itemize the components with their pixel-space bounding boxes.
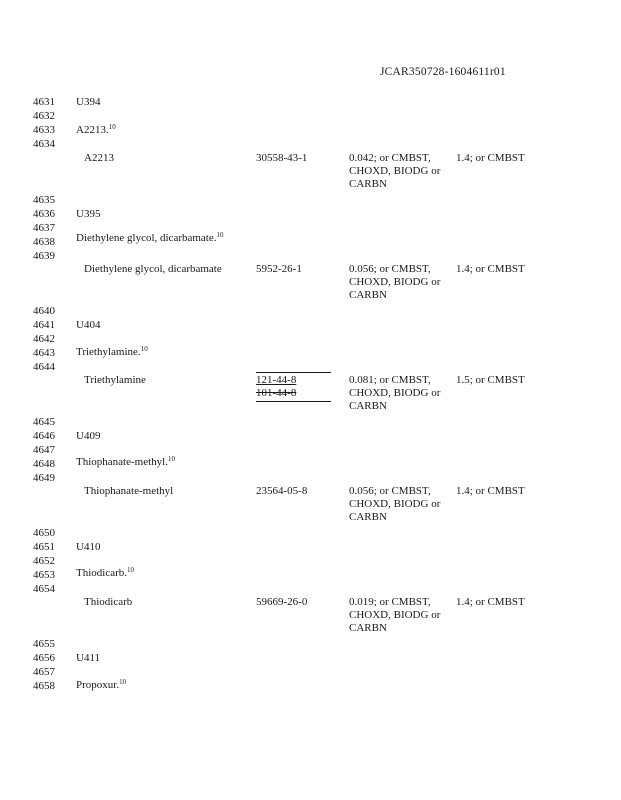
line-number: 4646 <box>33 430 55 442</box>
cas-number-amended <box>256 374 296 400</box>
line-number: 4634 <box>33 138 55 150</box>
waste-code: U394 <box>76 96 101 108</box>
constituent-name: Thiophanate-methyl <box>84 485 174 497</box>
nonwastewater-standard: 1.4; or CMBST <box>456 152 525 164</box>
constituent-heading <box>76 679 126 692</box>
wastewater-standard: 0.056; or CMBST, CHOXD, BIODG or CARBN <box>349 263 441 301</box>
footnote-ref: 10 <box>127 566 135 574</box>
constituent-heading <box>76 456 175 469</box>
line-number: 4642 <box>33 333 55 345</box>
nonwastewater-standard: 1.4; or CMBST <box>456 263 525 275</box>
line-number: 4645 <box>33 416 55 428</box>
line-number: 4640 <box>33 305 55 317</box>
wastewater-standard: 0.042; or CMBST, CHOXD, BIODG or CARBN <box>349 152 441 190</box>
cas-number: 23564-05-8 <box>256 485 308 497</box>
line-number: 4656 <box>33 652 55 664</box>
footnote-ref: 10 <box>216 231 224 239</box>
line-number: 4658 <box>33 680 55 692</box>
footnote-ref: 10 <box>108 123 116 131</box>
heading-text: Thiophanate-methyl. <box>76 456 168 468</box>
line-number: 4641 <box>33 319 55 331</box>
constituent-heading <box>76 232 224 245</box>
line-number: 4638 <box>33 236 55 248</box>
cas-amendment-rule-top <box>256 372 331 373</box>
line-number: 4647 <box>33 444 55 456</box>
cas-number: 30558-43-1 <box>256 152 308 164</box>
line-number: 4655 <box>33 638 55 650</box>
line-number: 4639 <box>33 250 55 262</box>
heading-text: Propoxur. <box>76 679 120 691</box>
constituent-name: Triethylamine <box>84 374 146 386</box>
footnote-ref: 10 <box>119 678 127 686</box>
line-number: 4636 <box>33 208 55 220</box>
footnote-ref: 10 <box>167 455 175 463</box>
line-number: 4637 <box>33 222 55 234</box>
waste-code: U411 <box>76 652 101 664</box>
nonwastewater-standard: 1.4; or CMBST <box>456 596 525 608</box>
constituent-heading <box>76 567 134 580</box>
line-number: 4643 <box>33 347 55 359</box>
line-number: 4633 <box>33 124 55 136</box>
line-number: 4652 <box>33 555 55 567</box>
waste-code: U395 <box>76 208 101 220</box>
document-code: JCAR350728-1604611r01 <box>380 66 506 78</box>
nonwastewater-standard: 1.4; or CMBST <box>456 485 525 497</box>
heading-text: A2213. <box>76 124 109 136</box>
wastewater-standard: 0.081; or CMBST, CHOXD, BIODG or CARBN <box>349 374 441 412</box>
line-number: 4651 <box>33 541 55 553</box>
wastewater-standard: 0.056; or CMBST, CHOXD, BIODG or CARBN <box>349 485 441 523</box>
heading-text: Diethylene glycol, dicarbamate. <box>76 232 217 244</box>
cas-amendment-rule-bottom <box>256 401 331 402</box>
waste-code: U404 <box>76 319 101 331</box>
waste-code: U409 <box>76 430 101 442</box>
nonwastewater-standard: 1.5; or CMBST <box>456 374 525 386</box>
line-number: 4648 <box>33 458 55 470</box>
line-number: 4644 <box>33 361 55 373</box>
line-number: 4649 <box>33 472 55 484</box>
line-number: 4631 <box>33 96 55 108</box>
constituent-heading <box>76 346 148 359</box>
line-number: 4654 <box>33 583 55 595</box>
constituent-name: Thiodicarb <box>84 596 133 608</box>
heading-text: Thiodicarb. <box>76 567 128 579</box>
waste-code: U410 <box>76 541 101 553</box>
footnote-ref: 10 <box>140 345 148 353</box>
constituent-name: A2213 <box>84 152 114 164</box>
constituent-heading <box>76 124 116 137</box>
cas-number: 5952-26-1 <box>256 263 302 275</box>
line-number: 4650 <box>33 527 55 539</box>
line-number: 4635 <box>33 194 55 206</box>
line-number: 4657 <box>33 666 55 678</box>
wastewater-standard: 0.019; or CMBST, CHOXD, BIODG or CARBN <box>349 596 441 634</box>
line-number: 4632 <box>33 110 55 122</box>
cas-number-deleted: 101-44-8 <box>256 387 297 399</box>
line-number: 4653 <box>33 569 55 581</box>
cas-number: 59669-26-0 <box>256 596 308 608</box>
heading-text: Triethylamine. <box>76 346 141 358</box>
constituent-name: Diethylene glycol, dicarbamate <box>84 263 222 275</box>
cas-number-inserted: 121-44-8 <box>256 374 297 386</box>
